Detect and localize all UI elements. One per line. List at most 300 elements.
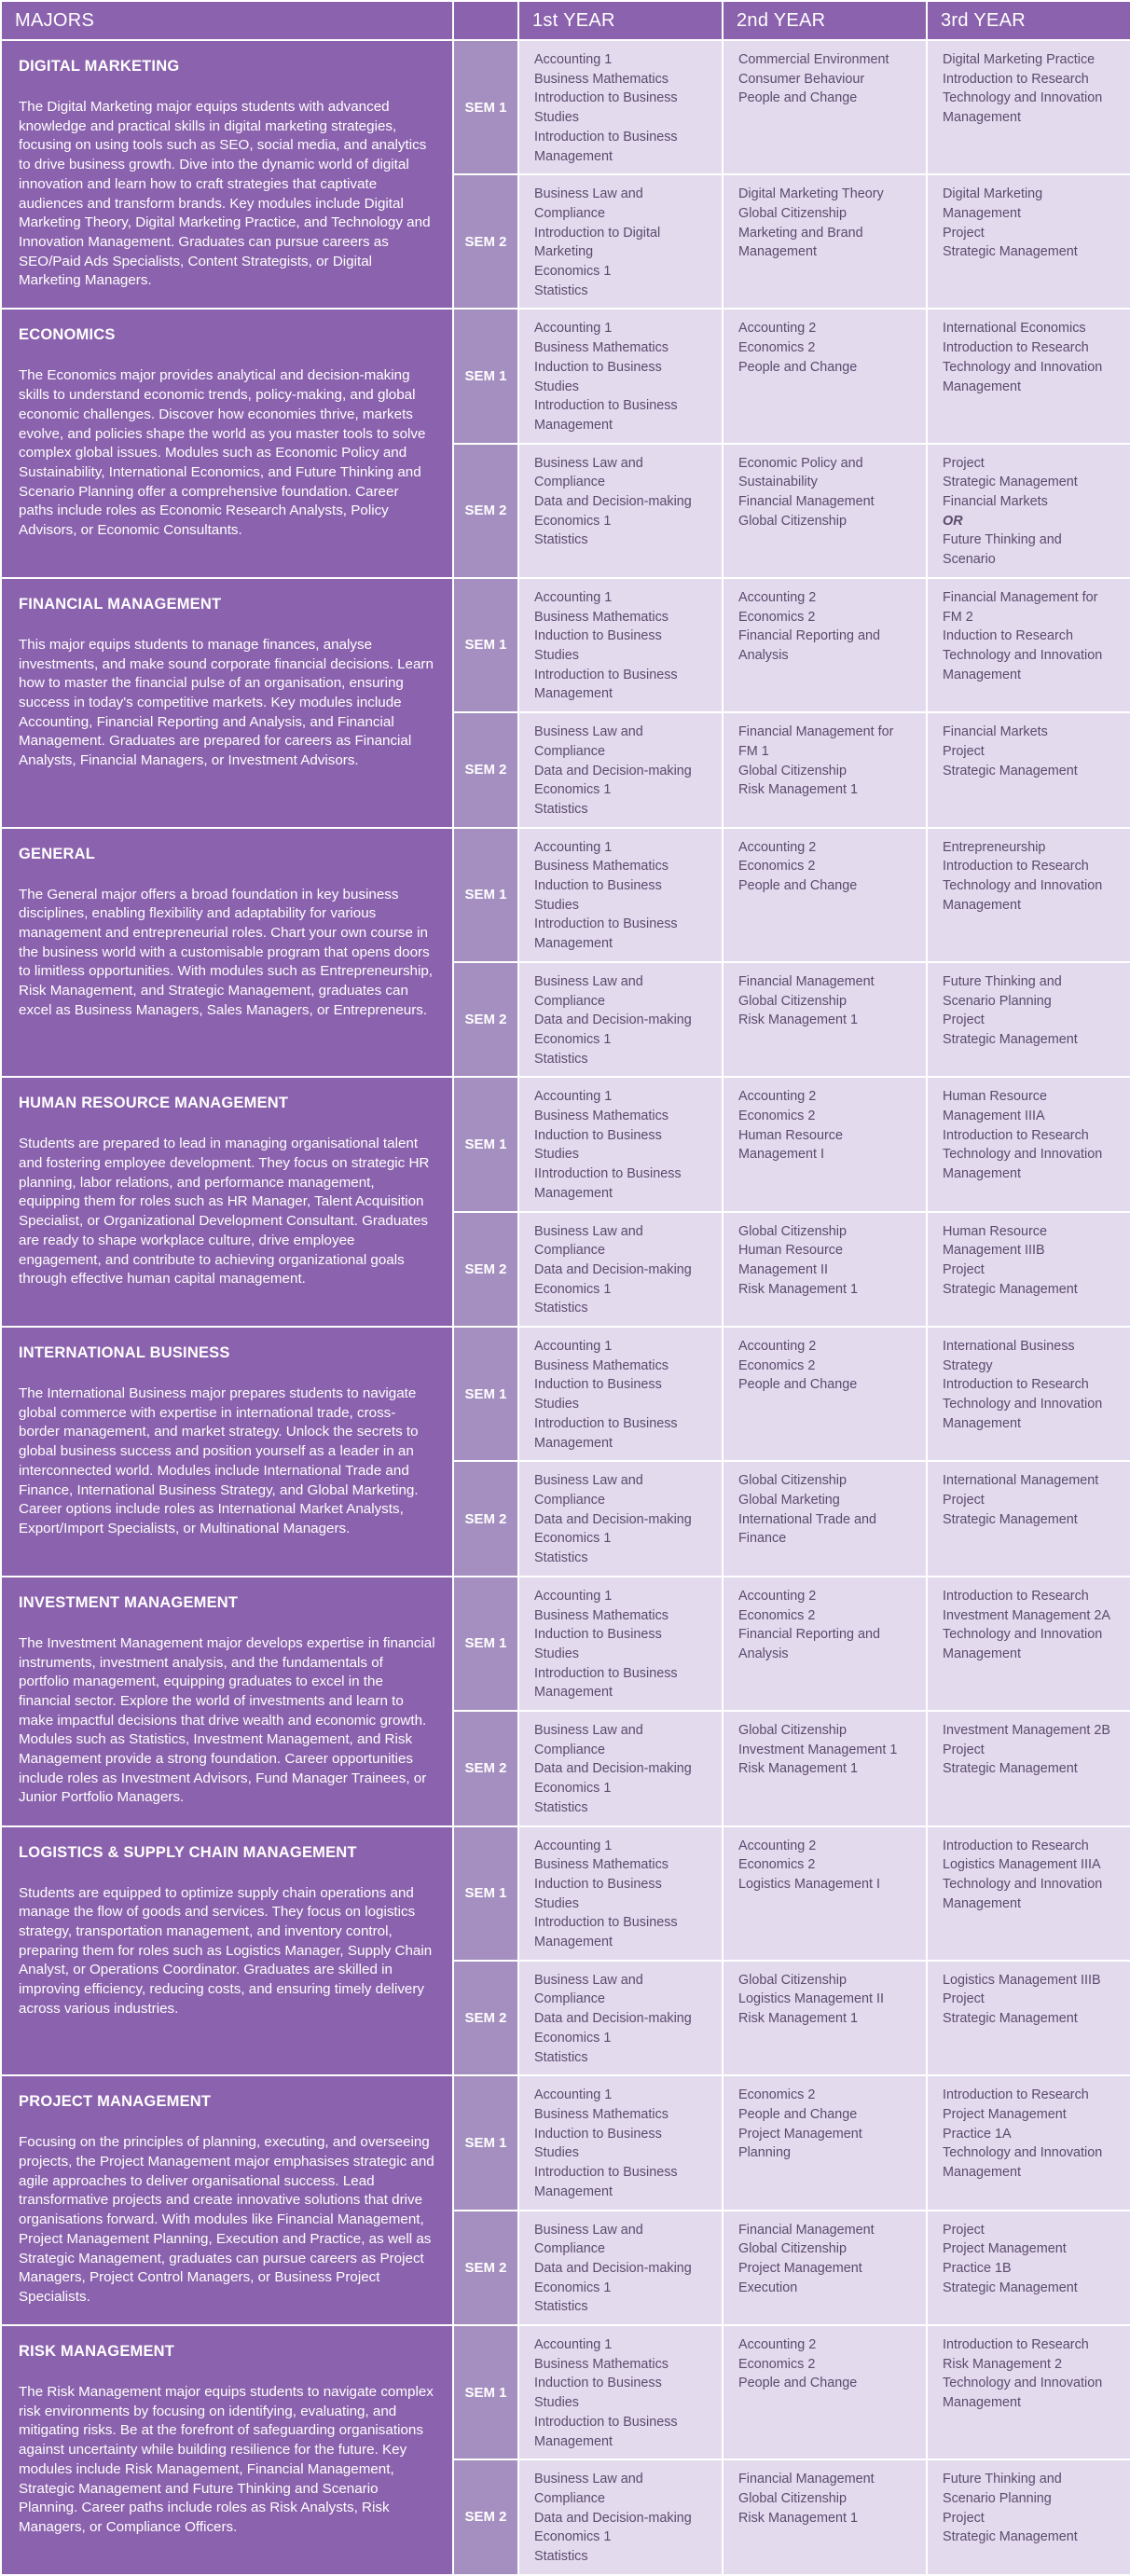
module-item: Data and Decision-making — [534, 2260, 692, 2276]
module-item: Risk Management 1 — [738, 782, 858, 798]
module-item: IIntroduction to Business Management — [534, 1166, 682, 1201]
module-item: Statistics — [534, 2549, 588, 2565]
major-cell — [1, 1826, 453, 2076]
module-item: OR — [943, 513, 963, 529]
major-row-sem1 — [1, 1077, 1130, 1211]
year-3-modules — [927, 1327, 1130, 1461]
module-item: People and Change — [738, 359, 858, 375]
major-row-sem1 — [1, 1327, 1130, 1461]
major-description: The General major offers a broad foundation in key business disciplines, enabling flexibility and adaptability for various management and entrepreneurial roles. Chart your own course in the business world with a customisable program that opens doors to limitless opportunities. With modules such as Entrepreneurship, Risk Management, and Strategic Management, graduates can excel as Business Managers, Sales Managers, or Entrepreneurs. — [19, 886, 434, 1018]
module-item: Digital Marketing Theory — [738, 186, 884, 202]
module-item: Financial Management — [738, 2472, 875, 2487]
year-2-modules — [723, 309, 927, 443]
module-item: Economics 1 — [534, 782, 612, 798]
module-item: Accounting 2 — [738, 1838, 817, 1853]
major-description: The Economics major provides analytical and decision-making skills to understand economic trends, policy-making, and global economic challenges. Discover how economies thrive, markets evolve, and policies shape the world as you master tools to solve complex global issues. Modules such as Economic Policy and Sustainability, International Economics, and Future Thinking and Scenario Planning offer a comprehensive foundation. Career paths include roles as Economic Research Analysts, Policy Advisors, or Economic Consultants. — [19, 367, 426, 539]
module-item: Technology and Innovation Management — [943, 1876, 1103, 1911]
module-item: Accounting 2 — [738, 2337, 817, 2353]
module-item: Business Law and Compliance — [534, 1473, 643, 1508]
semester-label: SEM 2 — [453, 712, 518, 828]
module-item: Project Management Execution — [738, 2260, 862, 2295]
semester-label: SEM 2 — [453, 1711, 518, 1826]
module-item: Data and Decision-making — [534, 494, 692, 510]
module-item: Induction to Business Studies — [534, 359, 662, 394]
module-item: Induction to Research — [943, 628, 1073, 644]
major-description: The Investment Management major develops expertise in financial instruments, investment analysis, and the fundamentals of portfolio management, equipping graduates to excel in the financial sector. Explore the world of investments and learn to make impactful decisions that drive wealth and economic growth. Modules such as Statistics, Investment Management, and Risk Management provide a strong foundation. Career opportunities include roles as Investment Advisors, Fund Manager Trainees, or Junior Portfolio Managers. — [19, 1634, 435, 1806]
year-3-modules — [927, 1077, 1130, 1211]
module-item: Financial Management — [738, 973, 875, 989]
module-item: Financial Markets — [943, 724, 1048, 740]
year-1-modules — [518, 2325, 723, 2459]
module-item: Global Citizenship — [738, 513, 847, 529]
year-2-modules — [723, 828, 927, 962]
semester-label: SEM 2 — [453, 2211, 518, 2326]
module-item: Introduction to Business Management — [534, 398, 678, 433]
module-item: Statistics — [534, 801, 588, 817]
major-title: INTERNATIONAL BUSINESS — [19, 1344, 230, 1362]
semester-label: SEM 1 — [453, 2325, 518, 2459]
semester-label: SEM 1 — [453, 828, 518, 962]
module-item: Business Law and Compliance — [534, 186, 643, 221]
semester-label: SEM 2 — [453, 2459, 518, 2575]
year-2-modules — [723, 962, 927, 1078]
module-item: Introduction to Research — [943, 859, 1089, 875]
module-item: Commercial Environment — [738, 52, 889, 67]
module-item: Introduction to Research — [943, 2337, 1089, 2353]
module-item: Investment Management 2A — [943, 1607, 1110, 1623]
year-1-modules — [518, 1327, 723, 1461]
module-item: Technology and Innovation Management — [943, 1397, 1103, 1431]
module-item: Introduction to Business Management — [534, 916, 678, 952]
major-row-sem1 — [1, 40, 1130, 174]
module-item: Global Citizenship — [738, 2490, 847, 2506]
module-item: International Management — [943, 1473, 1099, 1489]
year-2-modules — [723, 1826, 927, 1961]
module-item: Global Citizenship — [738, 2241, 847, 2257]
module-item: Global Citizenship — [738, 763, 847, 778]
major-description: Focusing on the principles of planning, executing, and overseeing projects, the Project Management major emphasises strategic and agile approaches to deliver organisational success. Lead transformative projects and create innovative solutions that drive organisations forward. With modules like Financial Management, Project Management Planning, Execution and Practice, as well as Strategic Management, graduates can pursue careers as Project Managers, Project Control Managers, or Business Project Specialists. — [19, 2134, 434, 2305]
module-item: Future Thinking and Scenario Planning — [943, 973, 1062, 1009]
year-1-modules — [518, 444, 723, 578]
module-item: Technology and Innovation Management — [943, 2145, 1103, 2181]
module-item: Risk Management 1 — [738, 1761, 858, 1777]
module-item: Investment Management 1 — [738, 1742, 898, 1757]
module-item: Business Law and Compliance — [534, 2222, 643, 2257]
module-item: Accounting 1 — [534, 1339, 613, 1355]
module-item: Accounting 2 — [738, 1588, 817, 1604]
module-item: Investment Management 2B — [943, 1723, 1110, 1739]
module-item: Economics 2 — [738, 1607, 816, 1623]
year-2-modules — [723, 2075, 927, 2210]
year-2-modules — [723, 1077, 927, 1211]
module-item: Future Thinking and Scenario — [943, 532, 1062, 568]
year-1-modules — [518, 2075, 723, 2210]
module-item: Statistics — [534, 2299, 588, 2315]
module-item: Statistics — [534, 1051, 588, 1067]
year-1-modules — [518, 1961, 723, 2076]
module-item: Project — [943, 225, 985, 241]
header-row — [1, 1, 1130, 40]
module-item: Logistics Management II — [738, 1991, 884, 2007]
module-item: Future Thinking and Scenario Planning — [943, 2472, 1062, 2506]
module-item: Economics 1 — [534, 2030, 612, 2046]
module-item: People and Change — [738, 2376, 858, 2391]
module-item: Economics 1 — [534, 2280, 612, 2295]
module-item: Accounting 1 — [534, 839, 613, 855]
major-cell — [1, 2075, 453, 2325]
module-item: Introduction to Business Studies — [534, 90, 678, 126]
module-item: Digital Marketing Management — [943, 186, 1043, 221]
semester-label: SEM 1 — [453, 1327, 518, 1461]
module-item: Business Mathematics — [534, 609, 668, 625]
major-cell — [1, 309, 453, 577]
year-3-modules — [927, 2211, 1130, 2326]
module-item: Economics 2 — [738, 609, 816, 625]
module-item: Entrepreneurship — [943, 839, 1046, 855]
module-item: Data and Decision-making — [534, 1511, 692, 1527]
header-sem-spacer — [453, 1, 518, 40]
module-item: Business Mathematics — [534, 2106, 668, 2122]
year-3-modules — [927, 2325, 1130, 2459]
year-3-modules — [927, 962, 1130, 1078]
module-item: Economics 1 — [534, 513, 612, 529]
module-item: Logistics Management IIIB — [943, 1972, 1101, 1988]
module-item: Risk Management 1 — [738, 2011, 858, 2027]
module-item: Financial Management for FM 2 — [943, 589, 1098, 625]
module-item: Technology and Innovation Management — [943, 359, 1103, 394]
module-item: Introduction to Research — [943, 1838, 1089, 1853]
module-item: Accounting 2 — [738, 1339, 817, 1355]
year-1-modules — [518, 962, 723, 1078]
module-item: Economics 2 — [738, 2356, 816, 2372]
major-title: LOGISTICS & SUPPLY CHAIN MANAGEMENT — [19, 1843, 357, 1861]
major-description: The Risk Management major equips students to navigate complex risk environments by focusing on identifying, evaluating, and mitigating risks. Be at the forefront of safeguarding organisations against uncertainty while building resilience for the future. Key modules include Risk Management, Financial Management, Strategic Management and Future Thinking and Scenario Planning. Career paths include roles as Risk Analysts, Risk Managers, or Compliance Officers. — [19, 2384, 434, 2535]
semester-label: SEM 1 — [453, 1077, 518, 1211]
module-item: Introduction to Business Management — [534, 667, 678, 702]
major-title: GENERAL — [19, 845, 96, 862]
semester-label: SEM 2 — [453, 1461, 518, 1577]
module-item: Risk Management 1 — [738, 2510, 858, 2526]
module-item: Business Mathematics — [534, 71, 668, 87]
major-description: Students are equipped to optimize supply chain operations and manage the flow of goods and services. They focus on logistics strategy, transportation management, and inventory control, preparing them for roles such as Logistics Manager, Supply Chain Analyst, or Operations Coordinator. Graduates are skilled in improving efficiency, reducing costs, and ensuring timely delivery across various industries. — [19, 1884, 433, 2017]
year-1-modules — [518, 309, 723, 443]
module-item: Project Management Planning — [738, 2126, 862, 2161]
module-item: Financial Management for FM 1 — [738, 724, 894, 759]
major-cell — [1, 828, 453, 1078]
year-2-modules — [723, 1327, 927, 1461]
module-item: Logistics Management I — [738, 1876, 880, 1892]
module-item: Global Citizenship — [738, 1223, 847, 1239]
module-item: Business Mathematics — [534, 2356, 668, 2372]
module-item: Induction to Business Studies — [534, 1876, 662, 1911]
semester-label: SEM 2 — [453, 174, 518, 309]
year-3-modules — [927, 40, 1130, 174]
module-item: Introduction to Research — [943, 1377, 1089, 1393]
module-item: Project — [943, 2510, 985, 2526]
module-item: Introduction to Business Management — [534, 1915, 678, 1950]
module-item: Economics 1 — [534, 2529, 612, 2545]
module-item: Strategic Management — [943, 763, 1078, 778]
module-item: International Economics — [943, 321, 1086, 337]
module-item: People and Change — [738, 878, 858, 894]
module-item: Risk Management 1 — [738, 1281, 858, 1297]
module-item: Human Resource Management I — [738, 1127, 843, 1163]
module-item: Induction to Business Studies — [534, 1127, 662, 1163]
module-item: Introduction to Research — [943, 2087, 1089, 2103]
header-year-1: 1st YEAR — [518, 1, 723, 40]
module-item: Strategic Management — [943, 1031, 1078, 1047]
module-item: Business Law and Compliance — [534, 1723, 643, 1757]
module-item: Strategic Management — [943, 244, 1078, 260]
major-row-sem1 — [1, 309, 1130, 443]
module-item: Introduction to Business Management — [534, 2414, 678, 2449]
header-year-2: 2nd YEAR — [723, 1, 927, 40]
module-item: Business Law and Compliance — [534, 455, 643, 490]
module-item: Technology and Innovation Management — [943, 2376, 1103, 2411]
module-item: Global Citizenship — [738, 1473, 847, 1489]
year-1-modules — [518, 2211, 723, 2326]
year-2-modules — [723, 40, 927, 174]
year-1-modules — [518, 174, 723, 309]
year-3-modules — [927, 1461, 1130, 1577]
module-item: International Business Strategy — [943, 1339, 1075, 1373]
year-2-modules — [723, 1577, 927, 1711]
module-item: Induction to Business Studies — [534, 1627, 662, 1661]
major-cell — [1, 2325, 453, 2575]
year-3-modules — [927, 309, 1130, 443]
year-1-modules — [518, 40, 723, 174]
semester-label: SEM 1 — [453, 1577, 518, 1711]
module-item: Data and Decision-making — [534, 1261, 692, 1277]
module-item: Induction to Business Studies — [534, 2126, 662, 2161]
year-3-modules — [927, 1711, 1130, 1826]
semester-label: SEM 1 — [453, 40, 518, 174]
module-item: Data and Decision-making — [534, 2011, 692, 2027]
year-1-modules — [518, 1711, 723, 1826]
module-item: Economics 1 — [534, 1031, 612, 1047]
module-item: Economics 1 — [534, 1281, 612, 1297]
year-3-modules — [927, 174, 1130, 309]
module-item: Project — [943, 743, 985, 759]
module-item: Statistics — [534, 1799, 588, 1815]
header-year-3: 3rd YEAR — [927, 1, 1130, 40]
module-item: Introduction to Business Management — [534, 1665, 678, 1701]
module-item: Business Law and Compliance — [534, 1223, 643, 1259]
module-item: Accounting 1 — [534, 589, 613, 605]
module-item: Induction to Business Studies — [534, 878, 662, 913]
module-item: Introduction to Business Management — [534, 2165, 678, 2199]
module-item: Accounting 2 — [738, 589, 817, 605]
year-1-modules — [518, 1077, 723, 1211]
module-item: Financial Reporting and Analysis — [738, 1627, 880, 1661]
module-item: Technology and Innovation Management — [943, 1627, 1103, 1661]
module-item: Business Mathematics — [534, 340, 668, 356]
module-item: Financial Management — [738, 2222, 875, 2238]
year-3-modules — [927, 1826, 1130, 1961]
semester-label: SEM 1 — [453, 578, 518, 712]
majors-body — [1, 40, 1130, 2575]
module-item: Business Mathematics — [534, 1357, 668, 1373]
year-3-modules — [927, 2459, 1130, 2575]
major-cell — [1, 40, 453, 309]
major-cell — [1, 1077, 453, 1327]
major-row-sem1 — [1, 2075, 1130, 2210]
module-item: International Trade and Finance — [738, 1511, 877, 1547]
module-item: Accounting 1 — [534, 52, 613, 67]
major-title: PROJECT MANAGEMENT — [19, 2093, 212, 2111]
module-item: Introduction to Research — [943, 71, 1089, 87]
major-row-sem1 — [1, 1577, 1130, 1711]
module-item: Data and Decision-making — [534, 1012, 692, 1028]
module-item: Introduction to Business Management — [534, 129, 678, 164]
major-row-sem1 — [1, 828, 1130, 962]
module-item: Technology and Innovation Management — [943, 90, 1103, 126]
major-title: ECONOMICS — [19, 326, 116, 344]
module-item: Global Citizenship — [738, 1972, 847, 1988]
module-item: Economics 2 — [738, 1857, 816, 1873]
module-item: Introduction to Business Management — [534, 1415, 678, 1451]
module-item: Statistics — [534, 2049, 588, 2065]
module-item: Economics 2 — [738, 859, 816, 875]
module-item: Accounting 2 — [738, 321, 817, 337]
module-item: Financial Management — [738, 494, 875, 510]
module-item: Induction to Business Studies — [534, 628, 662, 663]
semester-label: SEM 2 — [453, 1212, 518, 1328]
year-3-modules — [927, 1212, 1130, 1328]
major-cell — [1, 578, 453, 828]
module-item: Human Resource Management IIIA — [943, 1089, 1047, 1124]
semester-label: SEM 1 — [453, 2075, 518, 2210]
module-item: Accounting 2 — [738, 1089, 817, 1105]
module-item: Economic Policy and Sustainability — [738, 455, 863, 490]
module-item: Business Law and Compliance — [534, 1972, 643, 2007]
module-item: Business Law and Compliance — [534, 724, 643, 759]
module-item: Strategic Management — [943, 1511, 1078, 1527]
module-item: Induction to Business Studies — [534, 1377, 662, 1412]
module-item: Strategic Management — [943, 2529, 1078, 2545]
module-item: Project — [943, 1493, 985, 1508]
module-item: Financial Markets — [943, 494, 1048, 510]
module-item: Data and Decision-making — [534, 763, 692, 778]
year-3-modules — [927, 444, 1130, 578]
year-2-modules — [723, 1461, 927, 1577]
module-item: Risk Management 1 — [738, 1012, 858, 1028]
module-item: Economics 1 — [534, 1781, 612, 1797]
semester-label: SEM 2 — [453, 444, 518, 578]
module-item: Consumer Behaviour — [738, 71, 865, 87]
module-item: Project — [943, 1991, 985, 2007]
year-3-modules — [927, 2075, 1130, 2210]
module-item: Project Management Practice 1B — [943, 2241, 1067, 2276]
module-item: Accounting 1 — [534, 1588, 613, 1604]
module-item: Statistics — [534, 282, 588, 298]
year-2-modules — [723, 712, 927, 828]
module-item: Human Resource Management IIIB — [943, 1223, 1047, 1259]
major-row-sem1 — [1, 578, 1130, 712]
year-1-modules — [518, 1212, 723, 1328]
module-item: Economics 1 — [534, 1531, 612, 1547]
module-item: Human Resource Management II — [738, 1243, 843, 1277]
year-2-modules — [723, 2211, 927, 2326]
major-title: DIGITAL MARKETING — [19, 58, 180, 75]
module-item: Induction to Business Studies — [534, 2376, 662, 2411]
year-3-modules — [927, 828, 1130, 962]
semester-label: SEM 2 — [453, 1961, 518, 2076]
major-cell — [1, 1577, 453, 1826]
module-item: Economics 2 — [738, 1357, 816, 1373]
major-title: FINANCIAL MANAGEMENT — [19, 595, 222, 613]
module-item: Logistics Management IIIA — [943, 1857, 1101, 1873]
year-1-modules — [518, 2459, 723, 2575]
module-item: Business Law and Compliance — [534, 2472, 643, 2506]
year-1-modules — [518, 578, 723, 712]
semester-label: SEM 1 — [453, 309, 518, 443]
module-item: Marketing and Brand Management — [738, 225, 863, 260]
year-3-modules — [927, 578, 1130, 712]
module-item: Strategic Management — [943, 2011, 1078, 2027]
module-item: Accounting 1 — [534, 2337, 613, 2353]
year-3-modules — [927, 1577, 1130, 1711]
module-item: Global Citizenship — [738, 205, 847, 221]
year-2-modules — [723, 174, 927, 309]
major-description: The Digital Marketing major equips students with advanced knowledge and practical skills in digital marketing strategies, focusing on using tools such as SEO, social media, and analytics to drive business growth. Dive into the dynamic world of digital innovation and learn how to craft strategies that captivate audiences and transform brands. Key modules include Digital Marketing Theory, Digital Marketing Practice, and Technology and Innovation Management. Graduates can pursue careers as SEO/Paid Ads Specialists, Content Strategists, or Digital Marketing Managers. — [19, 99, 431, 289]
header-majors: MAJORS — [1, 1, 453, 40]
major-row-sem1 — [1, 1826, 1130, 1961]
module-item: Introduction to Digital Marketing — [534, 225, 661, 260]
year-3-modules — [927, 712, 1130, 828]
module-item: Introduction to Research — [943, 1127, 1089, 1143]
module-item: Project — [943, 1742, 985, 1757]
module-item: Economics 2 — [738, 1109, 816, 1124]
semester-label: SEM 1 — [453, 1826, 518, 1961]
module-item: Strategic Management — [943, 1281, 1078, 1297]
module-item: Economics 2 — [738, 340, 816, 356]
module-item: Business Law and Compliance — [534, 973, 643, 1009]
module-item: Global Marketing — [738, 1493, 840, 1508]
module-item: Statistics — [534, 1550, 588, 1566]
year-2-modules — [723, 1711, 927, 1826]
module-item: Global Citizenship — [738, 1723, 847, 1739]
module-item: Accounting 1 — [534, 1838, 613, 1853]
semester-label: SEM 2 — [453, 962, 518, 1078]
module-item: Strategic Management — [943, 475, 1078, 490]
major-title: HUMAN RESOURCE MANAGEMENT — [19, 1095, 289, 1112]
module-item: Technology and Innovation Management — [943, 1147, 1103, 1182]
year-1-modules — [518, 1577, 723, 1711]
year-2-modules — [723, 2459, 927, 2575]
module-item: Strategic Management — [943, 1761, 1078, 1777]
year-3-modules — [927, 1961, 1130, 2076]
module-item: Technology and Innovation Management — [943, 878, 1103, 913]
module-item: Risk Management 2 — [943, 2356, 1062, 2372]
module-item: Project — [943, 1261, 985, 1277]
module-item: Business Mathematics — [534, 859, 668, 875]
module-item: Financial Reporting and Analysis — [738, 628, 880, 663]
module-item: Statistics — [534, 532, 588, 548]
module-item: Digital Marketing Practice — [943, 52, 1096, 67]
module-item: Global Citizenship — [738, 993, 847, 1009]
module-item: Business Mathematics — [534, 1607, 668, 1623]
module-item: Statistics — [534, 1301, 588, 1316]
major-title: INVESTMENT MANAGEMENT — [19, 1593, 239, 1611]
year-1-modules — [518, 828, 723, 962]
module-item: Strategic Management — [943, 2280, 1078, 2295]
year-1-modules — [518, 1826, 723, 1961]
module-item: Introduction to Research — [943, 1588, 1089, 1604]
module-item: Data and Decision-making — [534, 2510, 692, 2526]
year-2-modules — [723, 444, 927, 578]
module-item: Accounting 1 — [534, 1089, 613, 1105]
